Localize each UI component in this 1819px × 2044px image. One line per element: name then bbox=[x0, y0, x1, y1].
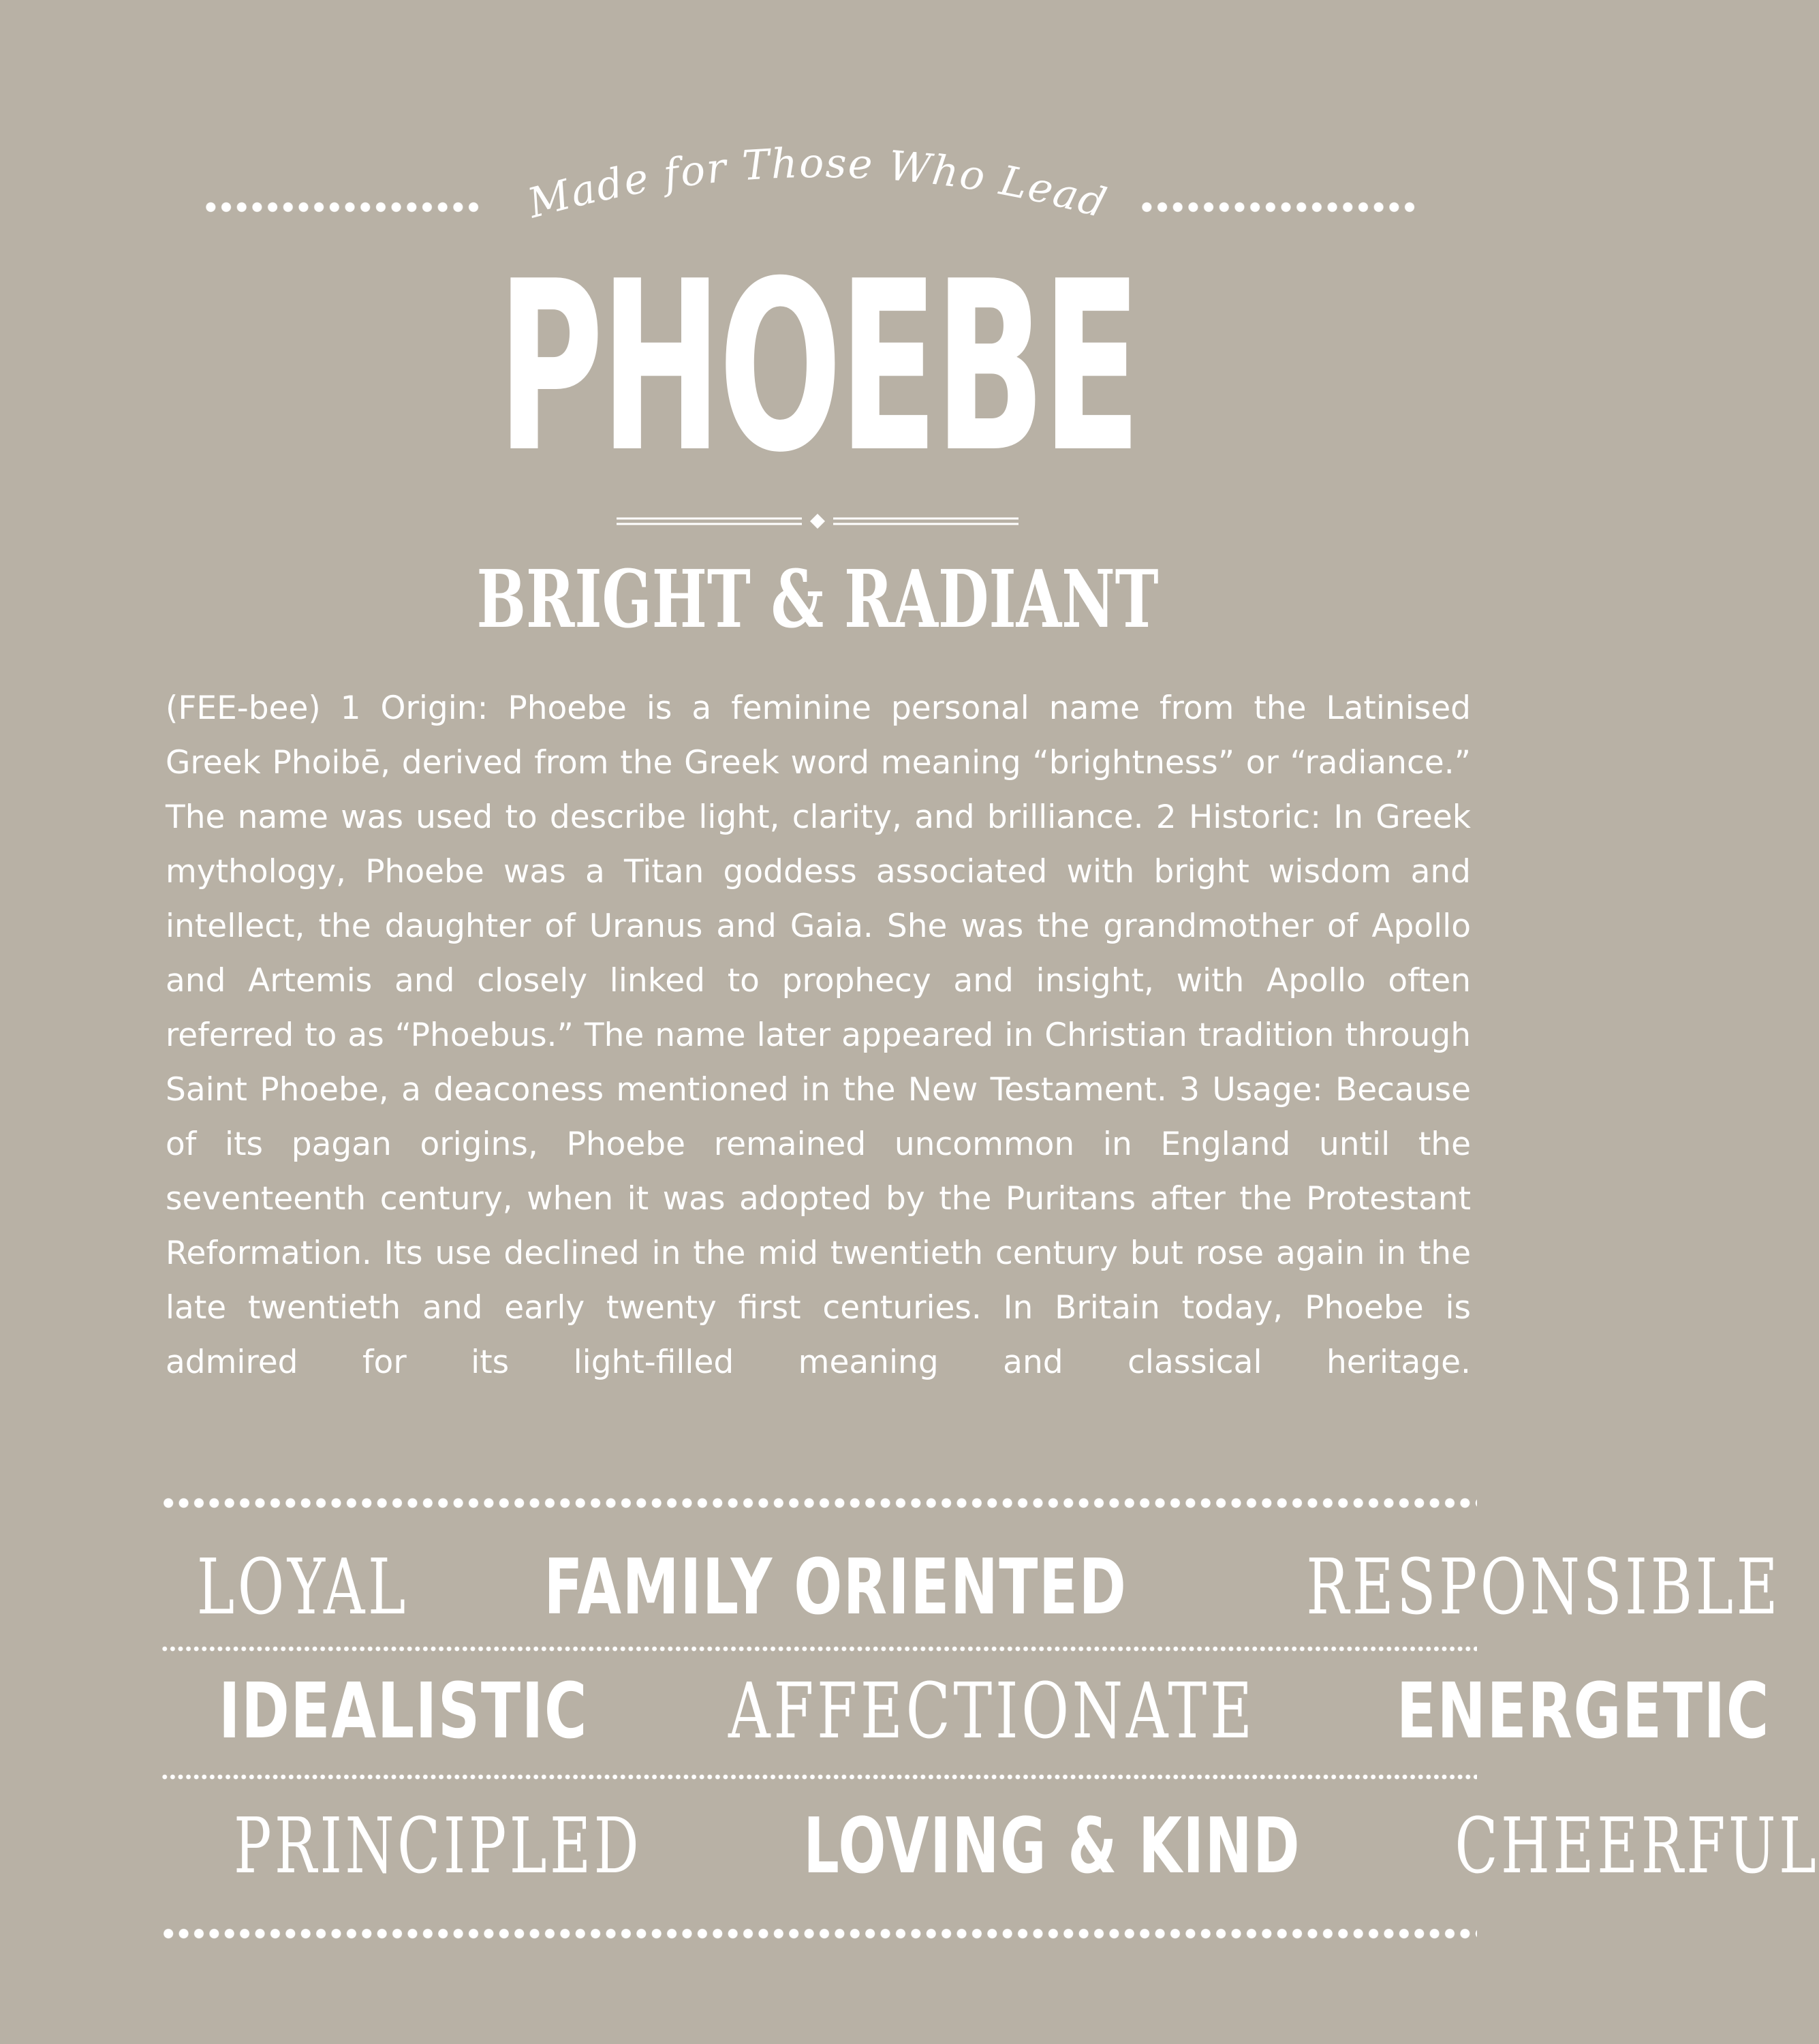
tagline-text: Made for Those Who Lead bbox=[523, 139, 1113, 228]
trait-word: CHEERFUL bbox=[1455, 1802, 1819, 1891]
trait-word: LOYAL bbox=[196, 1543, 409, 1632]
trait-word: RESPONSIBLE bbox=[1306, 1543, 1782, 1632]
name-title: PHOEBE bbox=[497, 232, 1138, 504]
tagline bbox=[0, 102, 1635, 238]
trait-word: IDEALISTIC bbox=[218, 1667, 588, 1756]
trait-word: LOVING & KIND bbox=[803, 1802, 1301, 1891]
divider-dots-bottom bbox=[161, 1928, 1477, 1939]
trait-row-3 bbox=[161, 1802, 1819, 1891]
trait-row-2 bbox=[161, 1667, 1770, 1756]
divider-fine-dots-1 bbox=[161, 1646, 1477, 1652]
ornament-divider bbox=[617, 511, 1019, 531]
trait-row-1 bbox=[161, 1543, 1782, 1632]
trait-word: AFFECTIONATE bbox=[728, 1667, 1256, 1756]
divider-dots-top bbox=[161, 1498, 1477, 1508]
diamond-icon bbox=[810, 514, 825, 529]
divider-dots-right bbox=[1139, 202, 1417, 213]
divider-fine-dots-2 bbox=[161, 1774, 1477, 1780]
name-meaning: BRIGHT & RADIANT bbox=[476, 553, 1159, 646]
trait-word: FAMILY ORIENTED bbox=[544, 1543, 1128, 1632]
divider-dots-left bbox=[203, 202, 481, 213]
trait-word: ENERGETIC bbox=[1396, 1667, 1770, 1756]
tagline-arc bbox=[0, 102, 1635, 238]
svg-text:Made for Those Who Lead bbox=[523, 140, 1113, 228]
trait-word: PRINCIPLED bbox=[233, 1802, 642, 1891]
name-description: (FEE-bee) 1 Origin: Phoebe is a feminine personal name from the Latinised Greek Phoibē, derived from the Greek word meaning “brightness” or “radiance.” The name was used to describe light, clarity, and brilliance. 2 Historic: In Greek mythology, Phoebe was a Titan goddess associated with bright wisdom and intellect, the daughter of Uranus and Gaia. She was the grandmother of Apollo and Artemis and closely linked to prophecy and insight, with Apollo often referred to as “Phoebus.” The name later appeared in Christian tradition through Saint Phoebe, a deaconess mentioned in the New Testament. 3 Usage: Because of its pagan origins, Phoebe remained uncommon in England until the seventeenth century, when it was adopted by the Puritans after the Protestant Reformation. Its use declined in the mid twentieth century but rose again in the late twentieth and early twenty first centuries. In Britain today, Phoebe is admired for its light-filled meaning and classical heritage. bbox=[166, 690, 1471, 1381]
